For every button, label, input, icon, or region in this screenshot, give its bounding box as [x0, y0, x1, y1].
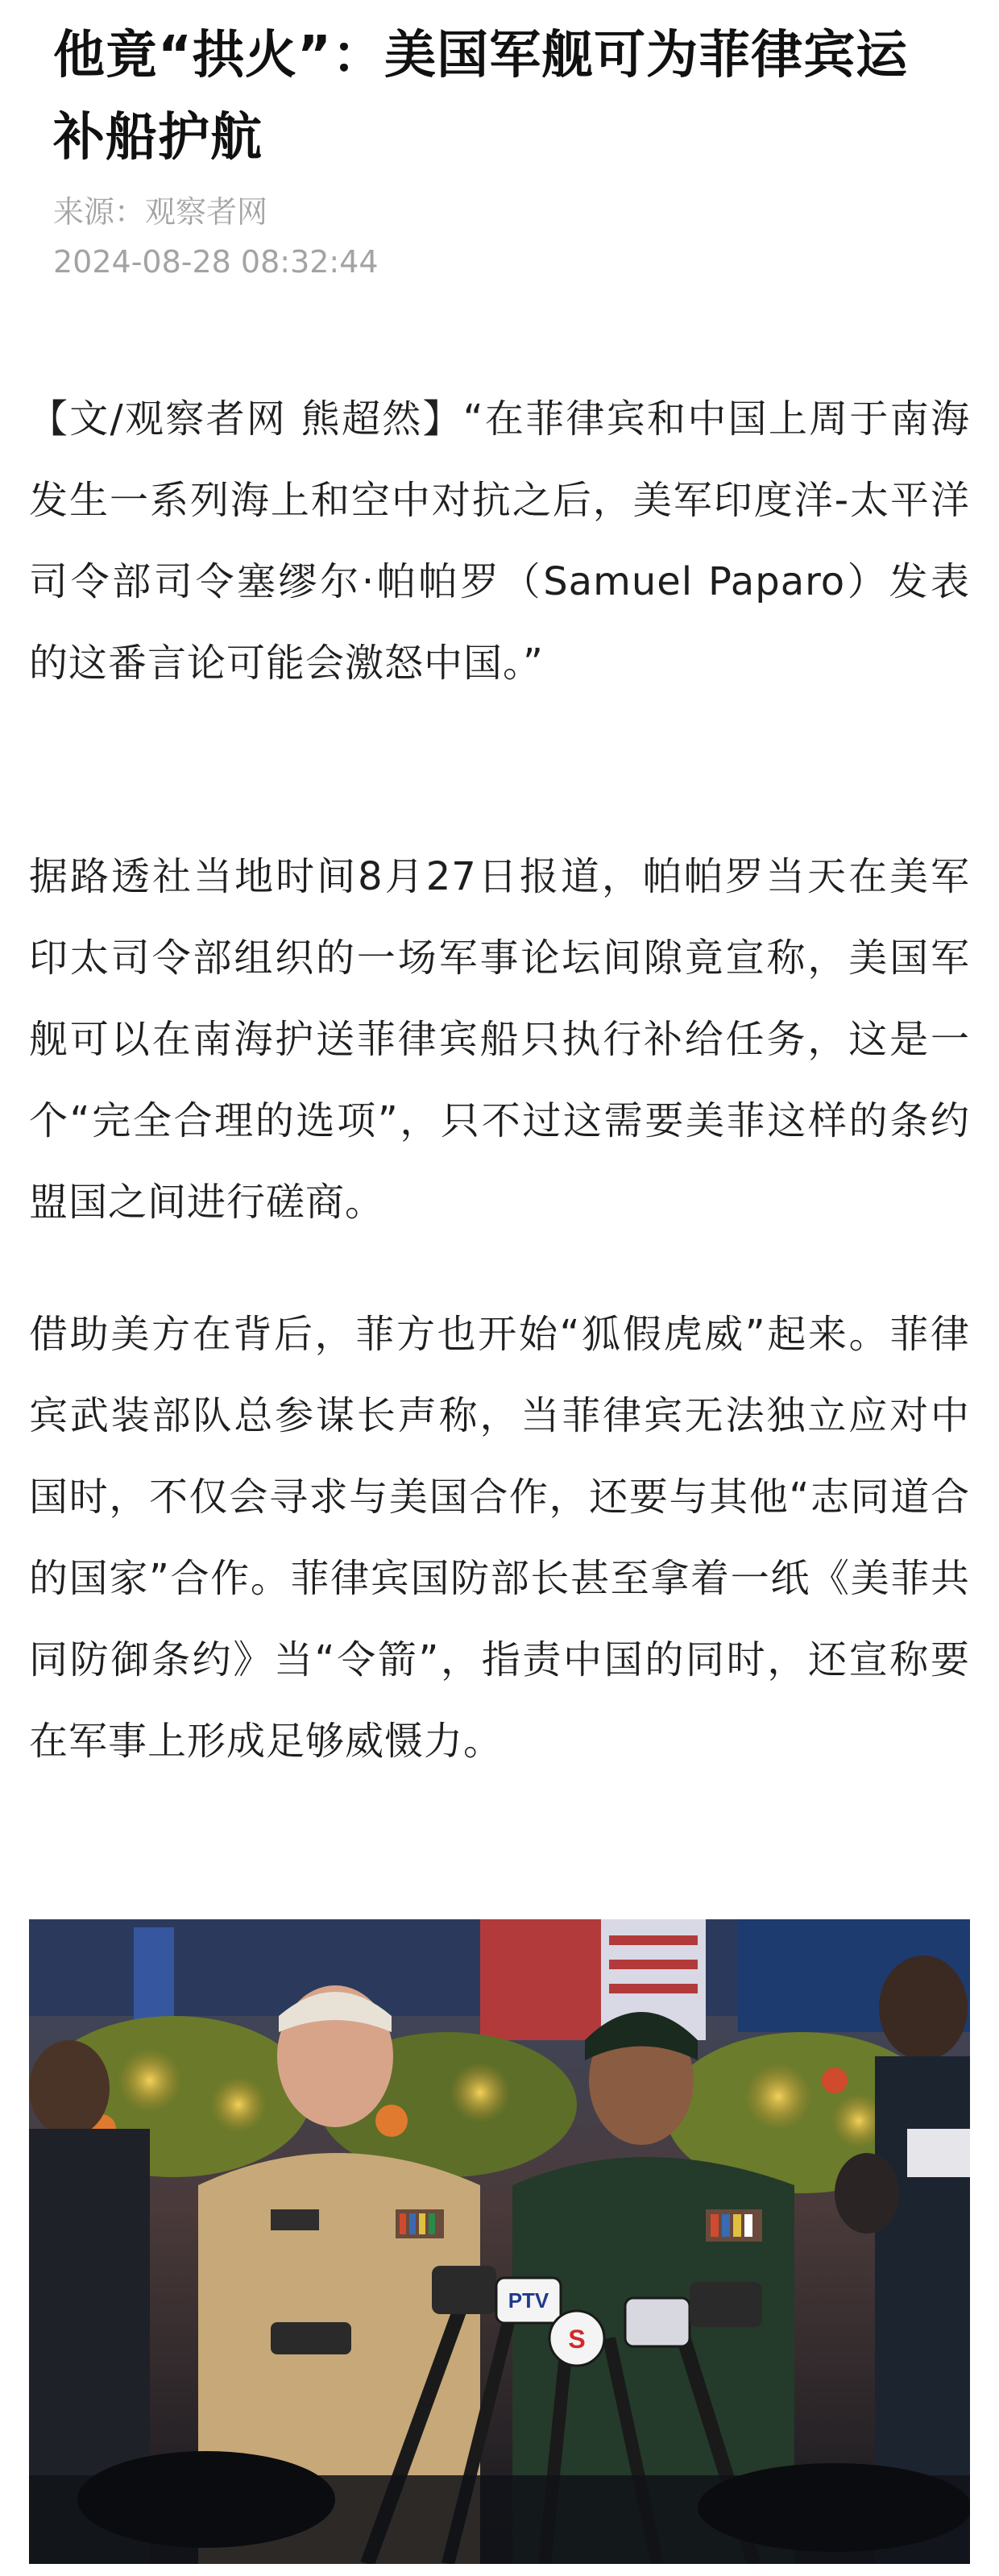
article-meta	[53, 187, 379, 287]
article-title: 他竟“拱火”：美国军舰可为菲律宾运补船护航	[53, 26, 909, 168]
article-timestamp: 2024-08-28 08:32:44	[53, 244, 379, 280]
article-source: 来源：观察者网	[53, 194, 268, 230]
article-photo[interactable]	[29, 1919, 970, 2564]
microphone-logo-ptv: PTV	[508, 2288, 549, 2313]
microphone-logo-s: S	[568, 2325, 586, 2354]
flag-shape	[480, 1919, 601, 2040]
article-paragraph-2: 据路透社当地时间8月27日报道，帕帕罗当天在美军印太司令部组织的一场军事论坛间隙竟宣称，美国军舰可以在南海护送菲律宾船只执行补给任务，这是一个“完全合理的选项”，只不过这需要美菲这样的条约盟国之间进行磋商。	[29, 854, 970, 1225]
press-conference-photo	[29, 1919, 970, 2564]
article-paragraph-3: 借助美方在背后，菲方也开始“狐假虎威”起来。菲律宾武装部队总参谋长声称，当菲律宾无法独立应对中国时，不仅会寻求与美国合作，还要与其他“志同道合的国家”合作。菲律宾国防部长甚至拿着一纸《美菲共同防御条约》当“令箭”，指责中国的同时，还宣称要在军事上形成足够威慑力。	[29, 1312, 970, 1764]
article-paragraph-1: 【文/观察者网 熊超然】“在菲律宾和中国上周于南海发生一系列海上和空中对抗之后，美军印度洋-太平洋司令部司令塞缪尔·帕帕罗（Samuel Paparo）发表的这番言论可能会激怒中国。”	[29, 396, 970, 686]
